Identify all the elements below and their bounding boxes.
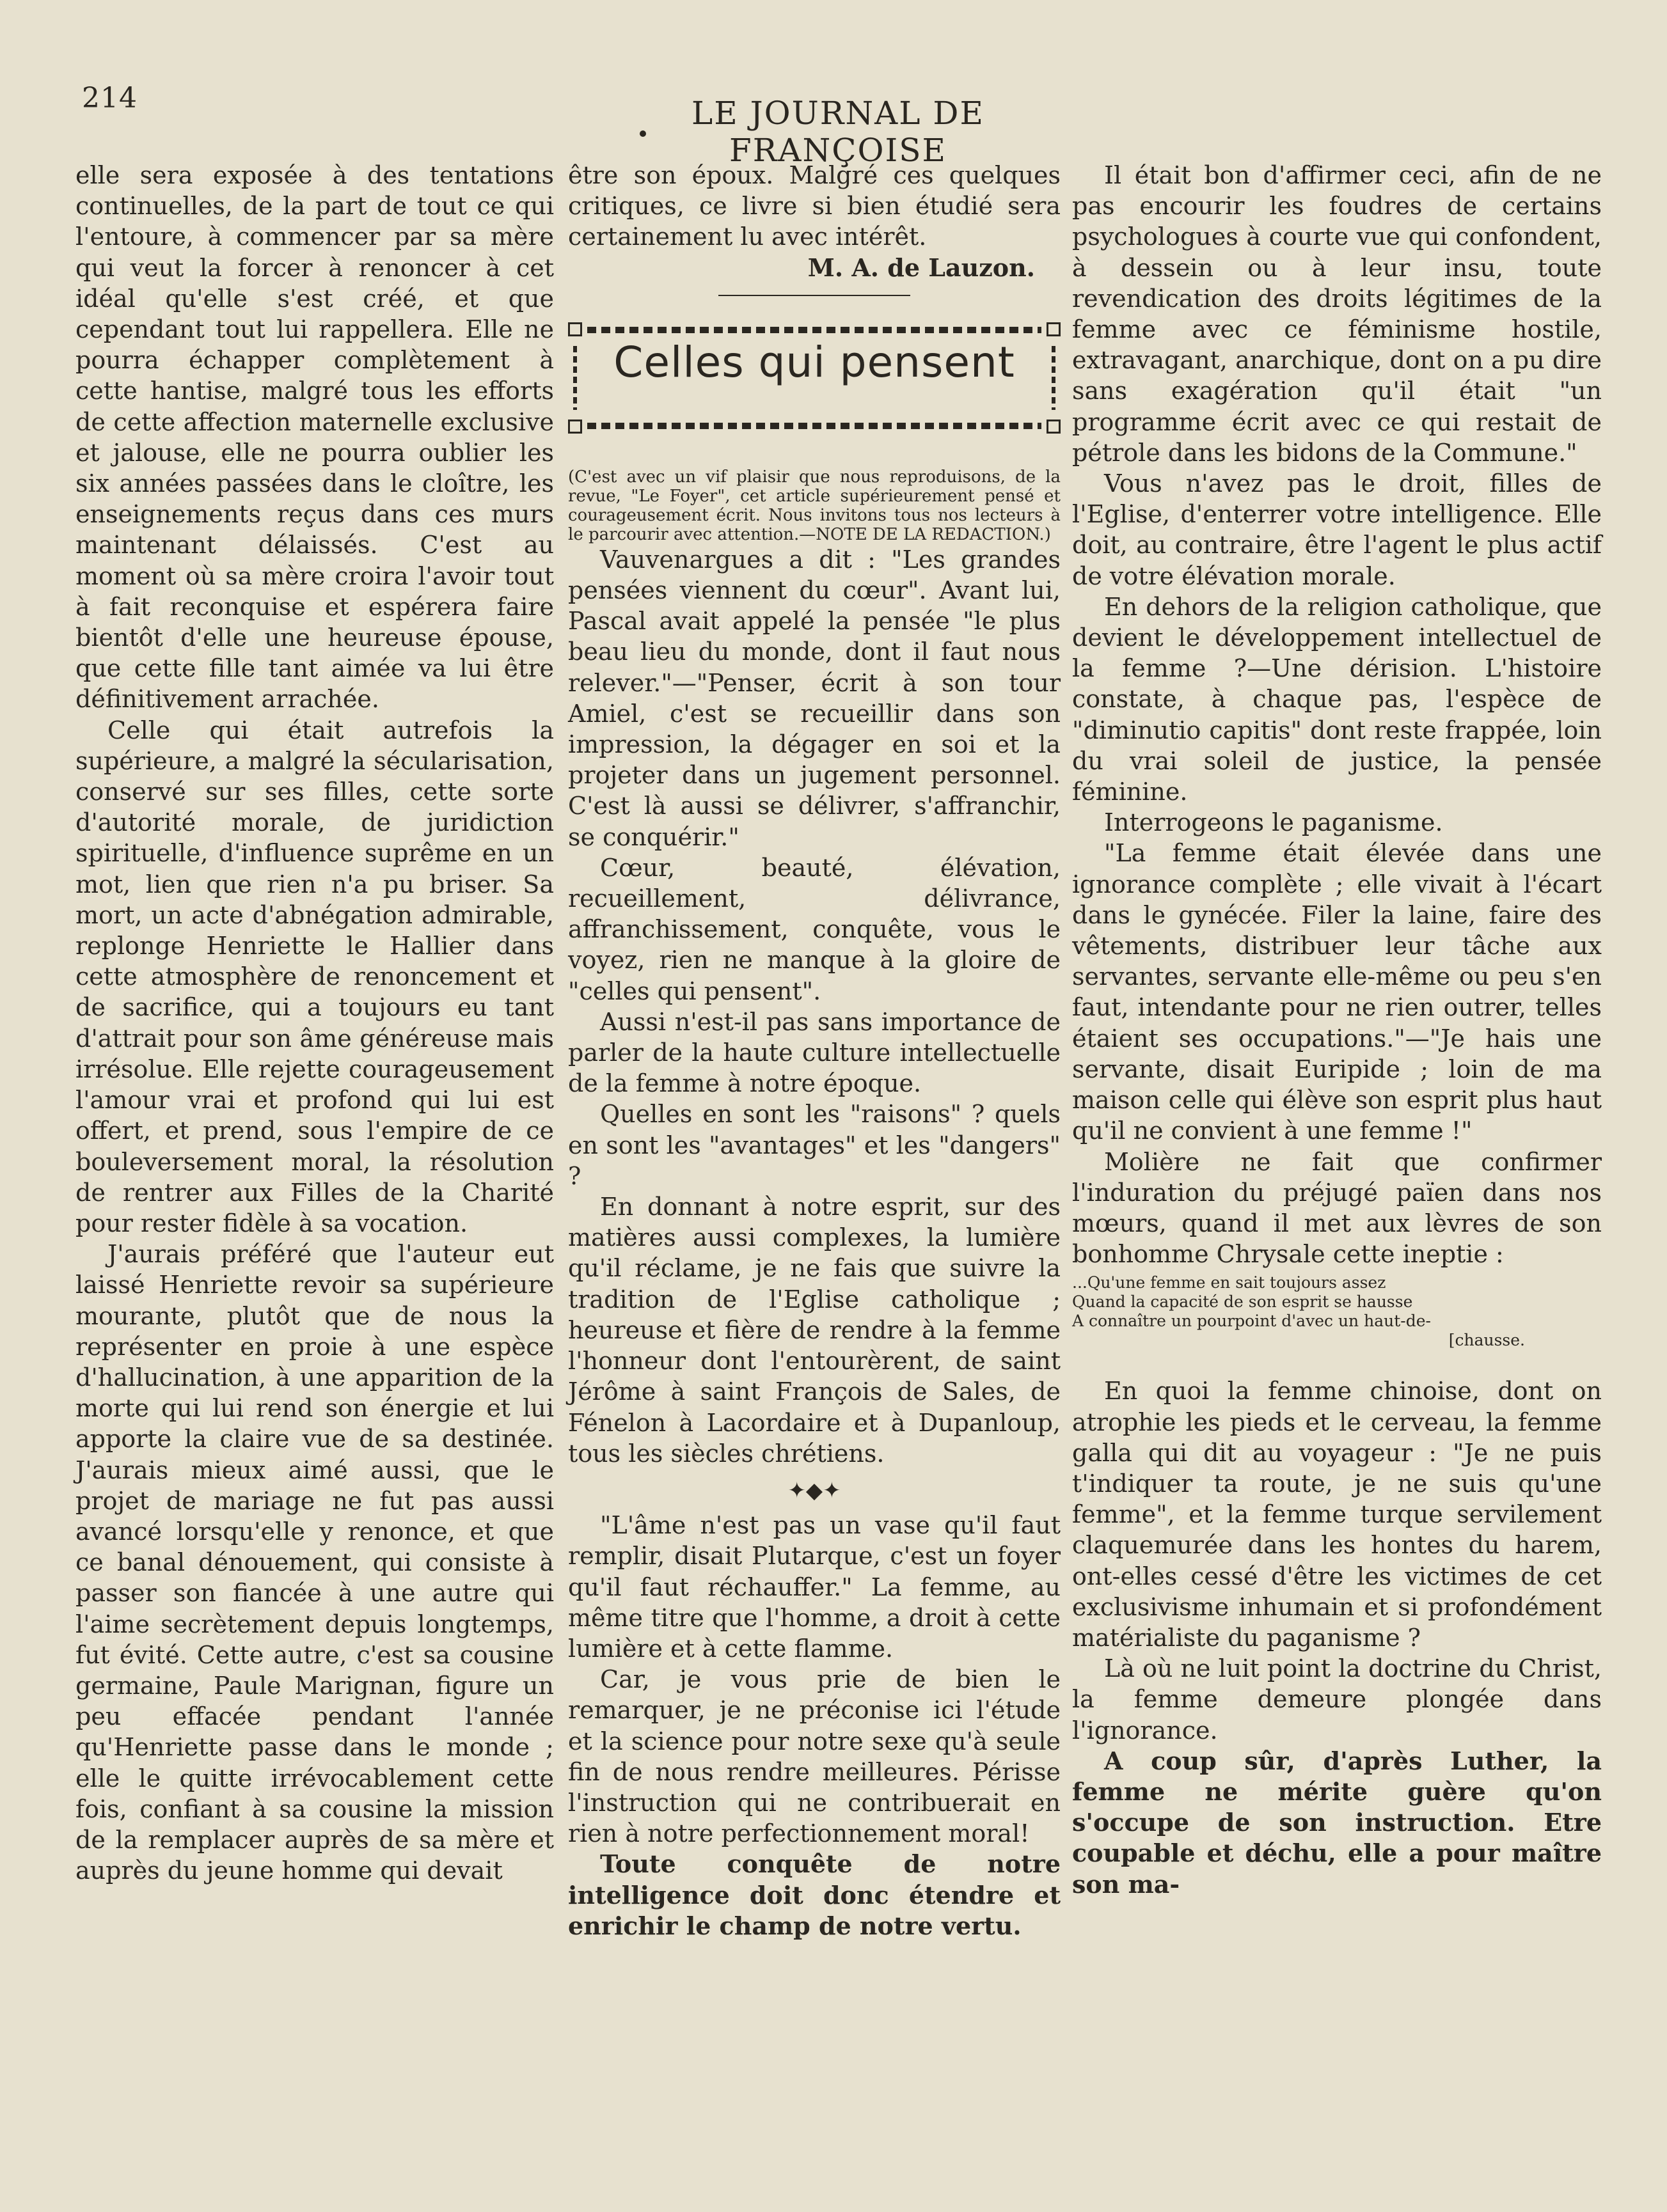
paragraph: J'aurais préféré que l'auteur eut laissé Henriette revoir sa supérieure mourante, plutôt que de nous la représenter en proie à une espèce d'hallucination, à une apparition de la morte qui lui rend son énergie et lui apporte la claire vue de sa destinée. J'aurais mieux aimé aussi, que le projet de mariage ne fut pas aussi avancé lorsqu'elle y renonce, et que ce banal dénouement, qui consiste à passer son fiancée à une autre qui l'aime secrètement depuis longtemps, fut évité. Cette autre, c'est sa cousine germaine, Paule Marignan, figure un peu effacée pendant l'année qu'Henriette passe dans le monde ; elle le quitte irrévocablement cette fois, confiant à sa cousine la mission de la remplacer auprès de sa mère et auprès du jeune homme qui devait: [75, 1240, 554, 1885]
paragraph: En donnant à notre esprit, sur des matières aussi complexes, la lumière qu'il réclame, je ne fais que suivre la tradition de l'Eglise catholique ; heureuse et fière de rendre à la femme l'honneur dont l'entourèrent, de saint Jérôme à saint François de Sales, de Fénelon à Lacordaire et à Dupanloup, tous les siècles chrétiens.: [568, 1193, 1061, 1468]
page-number: 214: [82, 82, 138, 114]
editor-note: (C'est avec un vif plaisir que nous reproduisons, de la revue, "Le Foyer", cet article supérieurement pensé et courageusement écrit. Nous invitons tous nos lecteurs à le parcourir avec attention.—NOTE DE LA REDACTION.): [568, 467, 1061, 544]
ornamental-border-top: [587, 327, 1041, 333]
article-title: Celles qui pensent: [613, 337, 1015, 387]
verse-quotation: [1072, 1273, 1602, 1350]
corner-ornament: [568, 420, 582, 434]
verse-line: [chausse.: [1448, 1331, 1525, 1350]
verse-line: ...Qu'une femme en sait toujours assez: [1072, 1273, 1386, 1292]
paragraph: "L'âme n'est pas un vase qu'il faut remplir, disait Plutarque, c'est un foyer qu'il faut réchauffer." La femme, au même titre que l'homme, a droit à cette lumière et à cette flamme.: [568, 1511, 1061, 1663]
paragraph: Aussi n'est-il pas sans importance de parler de la haute culture intellectuelle de la femme à notre époque.: [568, 1007, 1061, 1098]
column-right: [1072, 160, 1602, 1900]
column-left: [75, 160, 554, 1886]
paragraph: Quelles en sont les "raisons" ? quels en sont les "avantages" et les "dangers" ?: [568, 1100, 1061, 1190]
paragraph: Toute conquête de notre intelligence doit donc étendre et enrichir le champ de notre vertu.: [568, 1849, 1061, 1940]
paragraph: Vous n'avez pas le droit, filles de l'Eglise, d'enterrer votre intelligence. Elle doit, au contraire, être l'agent le plus actif de votre élévation morale.: [1072, 469, 1602, 590]
paragraph: "La femme était élevée dans une ignorance complète ; elle vivait à l'écart dans le gynécée. Filer la laine, faire des vêtements, distribuer leur tâche aux servantes, servante elle-même ou peu s'en faut, intendante pour ne rien outrer, telles étaient ses occupations."—"Je hais une servante, disait Euripide ; loin de ma maison celle qui élève son esprit plus haut qu'il ne convient à une femme !": [1072, 839, 1602, 1145]
ornamental-border-bottom: [587, 423, 1041, 429]
corner-ornament: [1047, 322, 1061, 336]
verse-line: A connaître un pourpoint d'avec un haut-de-: [1072, 1312, 1431, 1331]
section-ornament: ✦◆✦: [787, 1477, 841, 1503]
paragraph: En dehors de la religion catholique, que devient le développement intellectuel de la femme ?—Une dérision. L'histoire constate, à chaque pas, l'espèce de "diminutio capitis" dont reste frappée, loin du vrai soleil de justice, la pensée féminine.: [1072, 592, 1602, 806]
corner-ornament: [568, 322, 582, 336]
paragraph: A coup sûr, d'après Luther, la femme ne mérite guère qu'on s'occupe de son instruction. Etre coupable et déchu, elle a pour maître son ma-: [1072, 1746, 1602, 1899]
paragraph: Vauvenargues a dit : "Les grandes pensées viennent du cœur". Avant lui, Pascal avait appelé la pensée "le plus beau lieu du monde, dont il faut nous relever."—"Penser, écrit à son tour Amiel, c'est se recueillir dans son impression, la dégager en soi et la projeter dans un jugement personnel. C'est là aussi se délivrer, s'affranchir, se conquérir.": [568, 545, 1061, 851]
head-ornament-dot: [640, 130, 646, 137]
paragraph: elle sera exposée à des tentations continuelles, de la part de tout ce qui l'entoure, à commencer par sa mère qui veut la forcer à renoncer à cet idéal qu'elle s'est créé, et que cependant tout lui rappellera. Elle ne pourra échapper complètement à cette hantise, malgré tous les efforts de cette affection maternelle exclusive et jalouse, elle ne pourra oublier les six années passées dans le cloître, les enseignements reçus dans ces murs maintenant délaissés. C'est au moment où sa mère croira l'avoir tout à fait reconquise et espérera faire bientôt d'elle une heureuse épouse, que cette fille tant aimée va lui être définitivement arrachée.: [75, 161, 554, 714]
paragraph: Interrogeons le paganisme.: [1104, 808, 1443, 837]
paragraph: Il était bon d'affirmer ceci, afin de ne pas encourir les foudres de certains psychologues à courte vue qui confondent, à dessein ou à leur insu, toute revendication des droits légitimes de la femme avec ce féminisme hostile, extravagant, anarchique, dont on a pu dire sans exagération qu'il était "un programme écrit avec ce qui restait de pétrole dans les bidons de la Commune.": [1072, 161, 1602, 467]
review-closing: être son époux. Malgré ces quelques critiques, ce livre si bien étudié sera certainement lu avec intérêt.: [568, 161, 1061, 251]
corner-ornament: [1047, 420, 1061, 434]
paragraph: Cœur, beauté, élévation, recueillement, délivrance, affranchissement, conquête, vous le voyez, rien ne manque à la gloire de "celles qui pensent".: [568, 853, 1061, 1005]
article-title-box: [568, 314, 1061, 442]
paragraph: Car, je vous prie de bien le remarquer, je ne préconise ici l'étude et la science pour notre sexe qu'à seule fin de nous rendre meilleures. Périsse l'instruction qui ne contribuerait en rien à notre perfectionnement moral!: [568, 1665, 1061, 1848]
journal-title: LE JOURNAL DE FRANÇOISE: [691, 95, 984, 169]
column-middle: [568, 160, 1061, 1941]
paragraph: En quoi la femme chinoise, dont on atrophie les pieds et le cerveau, la femme galla qui dit au voyageur : "Je ne puis t'indiquer ta route, je ne suis qu'une femme", et la femme turque servilement claquemurée dans les hontes du harem, ont-elles cessé d'être les victimes de cet exclusivisme inhumain et si profondément matérialiste du paganisme ?: [1072, 1377, 1602, 1652]
separator-rule: [718, 295, 910, 296]
review-signature: M. A. de Lauzon.: [807, 253, 1035, 282]
verse-line: Quand la capacité de son esprit se hausse: [1072, 1292, 1413, 1312]
paragraph: Là où ne luit point la doctrine du Christ, la femme demeure plongée dans l'ignorance.: [1072, 1654, 1602, 1745]
paragraph: Molière ne fait que confirmer l'induration du préjugé païen dans nos mœurs, quand il met aux lèvres de son bonhomme Chrysale cette ineptie :: [1072, 1147, 1602, 1269]
paragraph: Celle qui était autrefois la supérieure, a malgré la sécularisation, conservé sur ses filles, cette sorte d'autorité morale, de juridiction spirituelle, d'influence suprême en un mot, lien que rien n'a pu briser. Sa mort, un acte d'abnégation admirable, replonge Henriette le Hallier dans cette atmosphère de renoncement et de sacrifice, qui a toujours eu tant d'attrait pour son âme généreuse mais irrésolue. Elle rejette courageusement l'amour vrai et profond qui lui est offert, et prend, sous l'empire de ce bouleversement moral, la résolution de rentrer aux Filles de la Charité pour rester fidèle à sa vocation.: [75, 716, 554, 1237]
